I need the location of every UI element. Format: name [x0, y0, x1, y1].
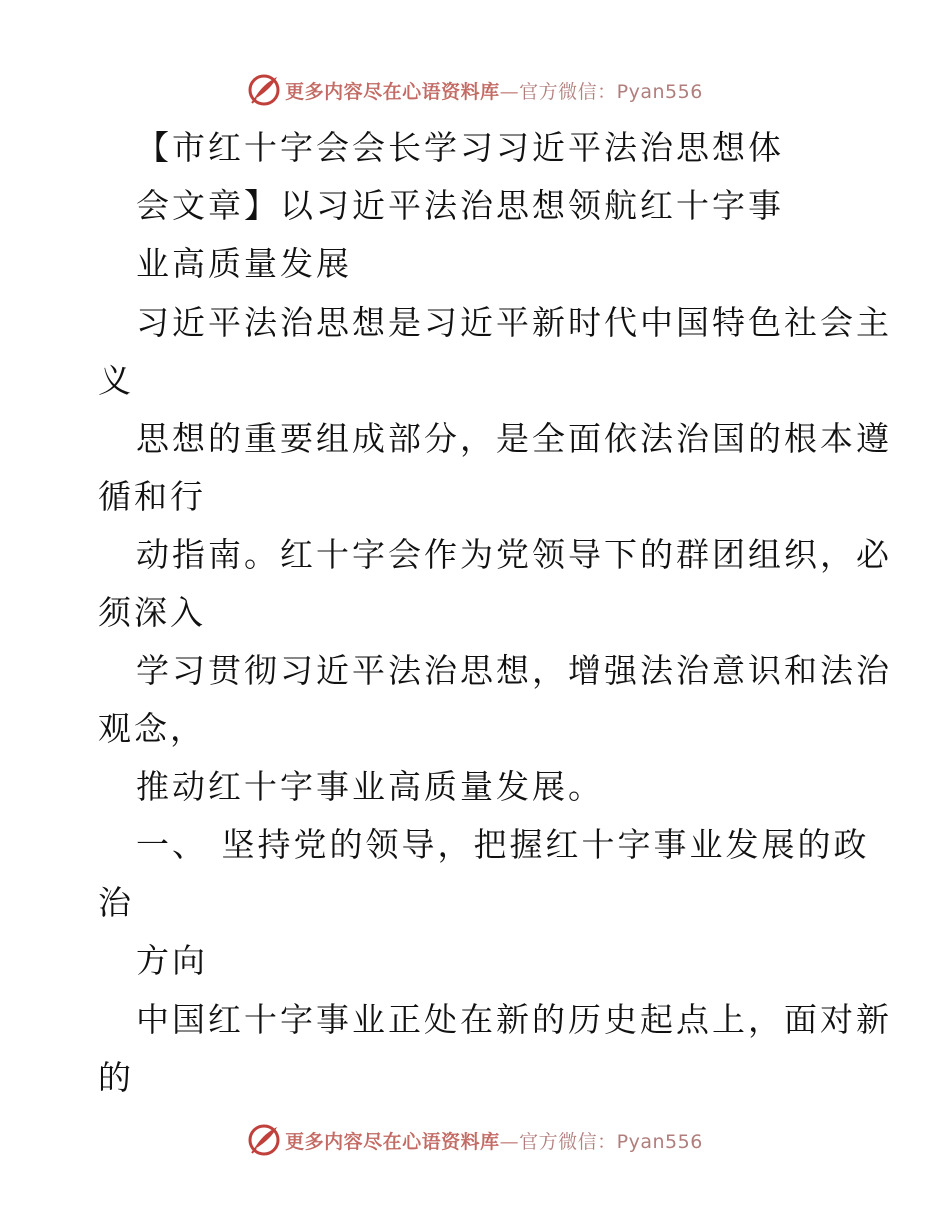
paragraph-line: 的: [98, 1058, 134, 1097]
paragraph-line: 推动红十字事业高质量发展。: [136, 767, 604, 806]
paragraph-line: 学习贯彻习近平法治思想，增强法治意识和法治: [136, 651, 892, 690]
paragraph-line: 义: [98, 361, 134, 400]
section-heading-line: 治: [98, 883, 134, 922]
paragraph-line: 思想的重要组成部分，是全面依法治国的根本遵: [136, 419, 892, 458]
watermark-brand: 更多内容尽在心语资料库: [285, 80, 500, 103]
paragraph-line: 中国红十字事业正处在新的历史起点上，面对新: [136, 1000, 892, 1039]
title-line: 会文章】以习近平法治思想领航红十字事: [136, 186, 784, 225]
paragraph-line: 观念，: [98, 709, 206, 748]
watermark-brand: 更多内容尽在心语资料库: [285, 1130, 500, 1153]
paragraph-line: 动指南。红十字会作为党领导下的群团组织，必: [136, 535, 892, 574]
paragraph-line: 须深入: [98, 593, 206, 632]
watermark-text: [285, 1127, 703, 1154]
title-line: 【市红十字会会长学习习近平法治思想体: [136, 128, 784, 167]
watermark-dash: —: [499, 80, 520, 103]
paragraph-line: 习近平法治思想是习近平新时代中国特色社会主: [136, 303, 892, 342]
paragraph-line: 循和行: [98, 477, 206, 516]
watermark-wechat: 官方微信：Pyan556: [519, 80, 703, 103]
watermark-dash: —: [499, 1130, 520, 1153]
watermark-footer: [0, 1120, 950, 1160]
title-line: 业高质量发展: [136, 244, 352, 283]
section-heading-line: 方向: [136, 941, 208, 980]
section-heading-line: 一、 坚持党的领导，把握红十字事业发展的政: [136, 825, 870, 864]
watermark-wechat: 官方微信：Pyan556: [519, 1130, 703, 1153]
quill-logo-icon: [247, 1123, 281, 1157]
